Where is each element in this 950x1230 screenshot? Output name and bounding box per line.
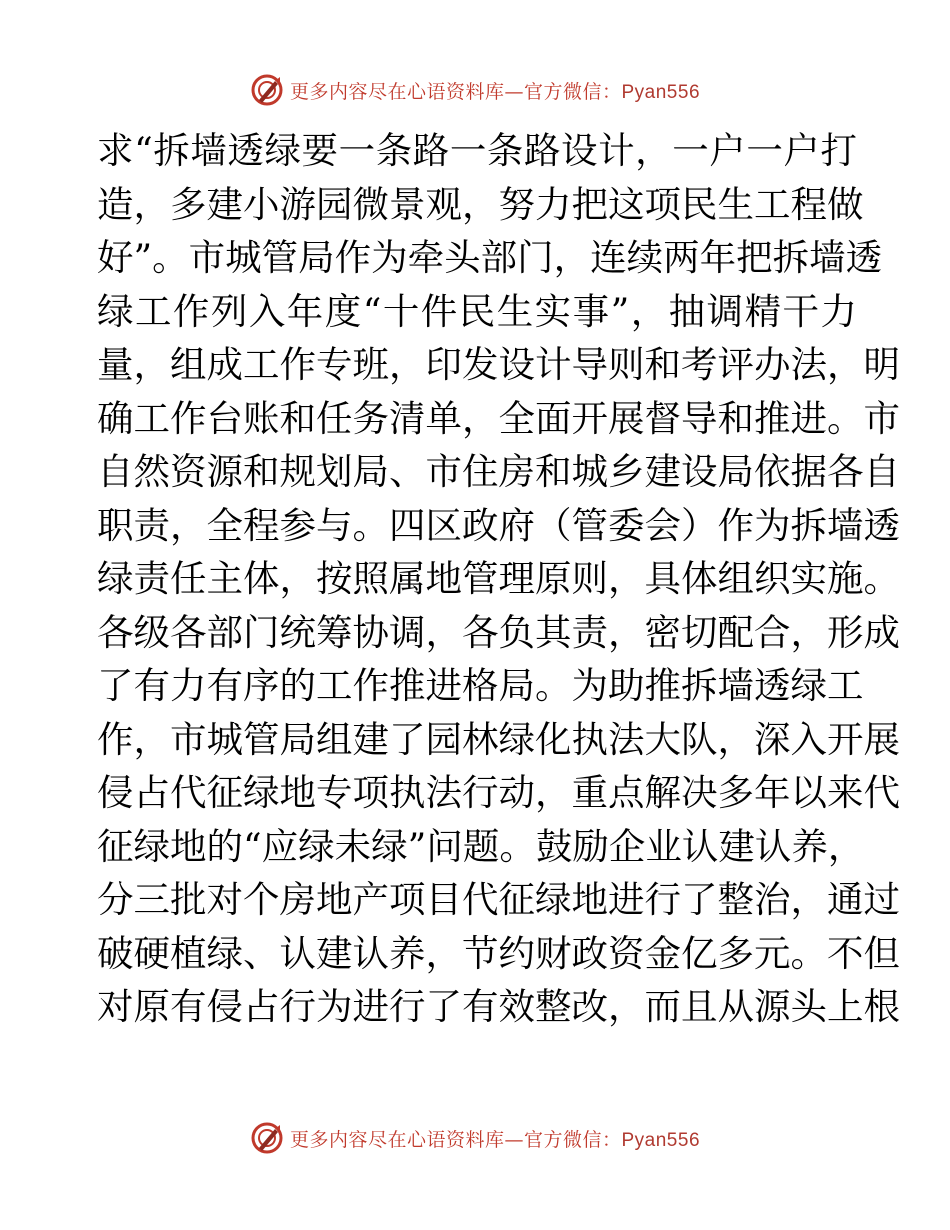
- body-line: 分三批对个房地产项目代征绿地进行了整治，通过: [97, 878, 900, 921]
- header-promo-text: 更多内容尽在心语资料库—: [289, 80, 524, 103]
- body-line: 各级各部门统筹协调，各负其责，密切配合，形成: [97, 610, 900, 654]
- footer-wechat-id: Pyan556: [621, 1129, 701, 1151]
- body-line: 造，多建小游园微景观，努力把这项民生工程做: [97, 182, 864, 226]
- body-line: 求“拆墙透绿要一条路一条路设计，一户一户打: [97, 129, 857, 172]
- body-line: 了有力有序的工作推进格局。为助推拆墙透绿工: [97, 664, 864, 707]
- body-line: 自然资源和规划局、市住房和城乡建设局依据各自: [97, 450, 900, 493]
- footer-wechat-label: 官方微信：: [523, 1128, 622, 1151]
- brand-logo-icon: [250, 1121, 284, 1155]
- body-line: 职责，全程参与。四区政府（管委会）作为拆墙透: [97, 503, 900, 547]
- body-line: 对原有侵占行为进行了有效整改，而且从源头上根: [97, 985, 900, 1028]
- body-line: 绿责任主体，按照属地管理原则，具体组织实施。: [97, 557, 900, 600]
- body-line: 确工作台账和任务清单，全面开展督导和推进。市: [97, 396, 900, 440]
- header-promo: [290, 77, 700, 104]
- body-line: 量，组成工作专班，印发设计导则和考评办法，明: [97, 343, 900, 386]
- body-line: 侵占代征绿地专项执法行动，重点解决多年以来代: [97, 771, 900, 814]
- brand-logo-icon: [250, 73, 284, 107]
- body-line: 好”。市城管局作为牵头部门，连续两年把拆墙透: [97, 236, 883, 279]
- body-line: 作，市城管局组建了园林绿化执法大队，深入开展: [97, 717, 900, 761]
- footer-banner: [0, 1118, 950, 1158]
- header-wechat-id: Pyan556: [621, 81, 701, 103]
- body-line: 征绿地的“应绿未绿”问题。鼓励企业认建认养，: [97, 824, 865, 868]
- document-body: [97, 124, 900, 1034]
- header-banner: [0, 70, 950, 110]
- body-line: 绿工作列入年度“十件民生实事”，抽调精干力: [97, 289, 857, 333]
- footer-promo-text: 更多内容尽在心语资料库—: [289, 1128, 524, 1151]
- body-line: 破硬植绿、认建认养，节约财政资金亿多元。不但: [97, 931, 900, 975]
- footer-promo: [290, 1125, 700, 1152]
- header-wechat-label: 官方微信：: [523, 80, 622, 103]
